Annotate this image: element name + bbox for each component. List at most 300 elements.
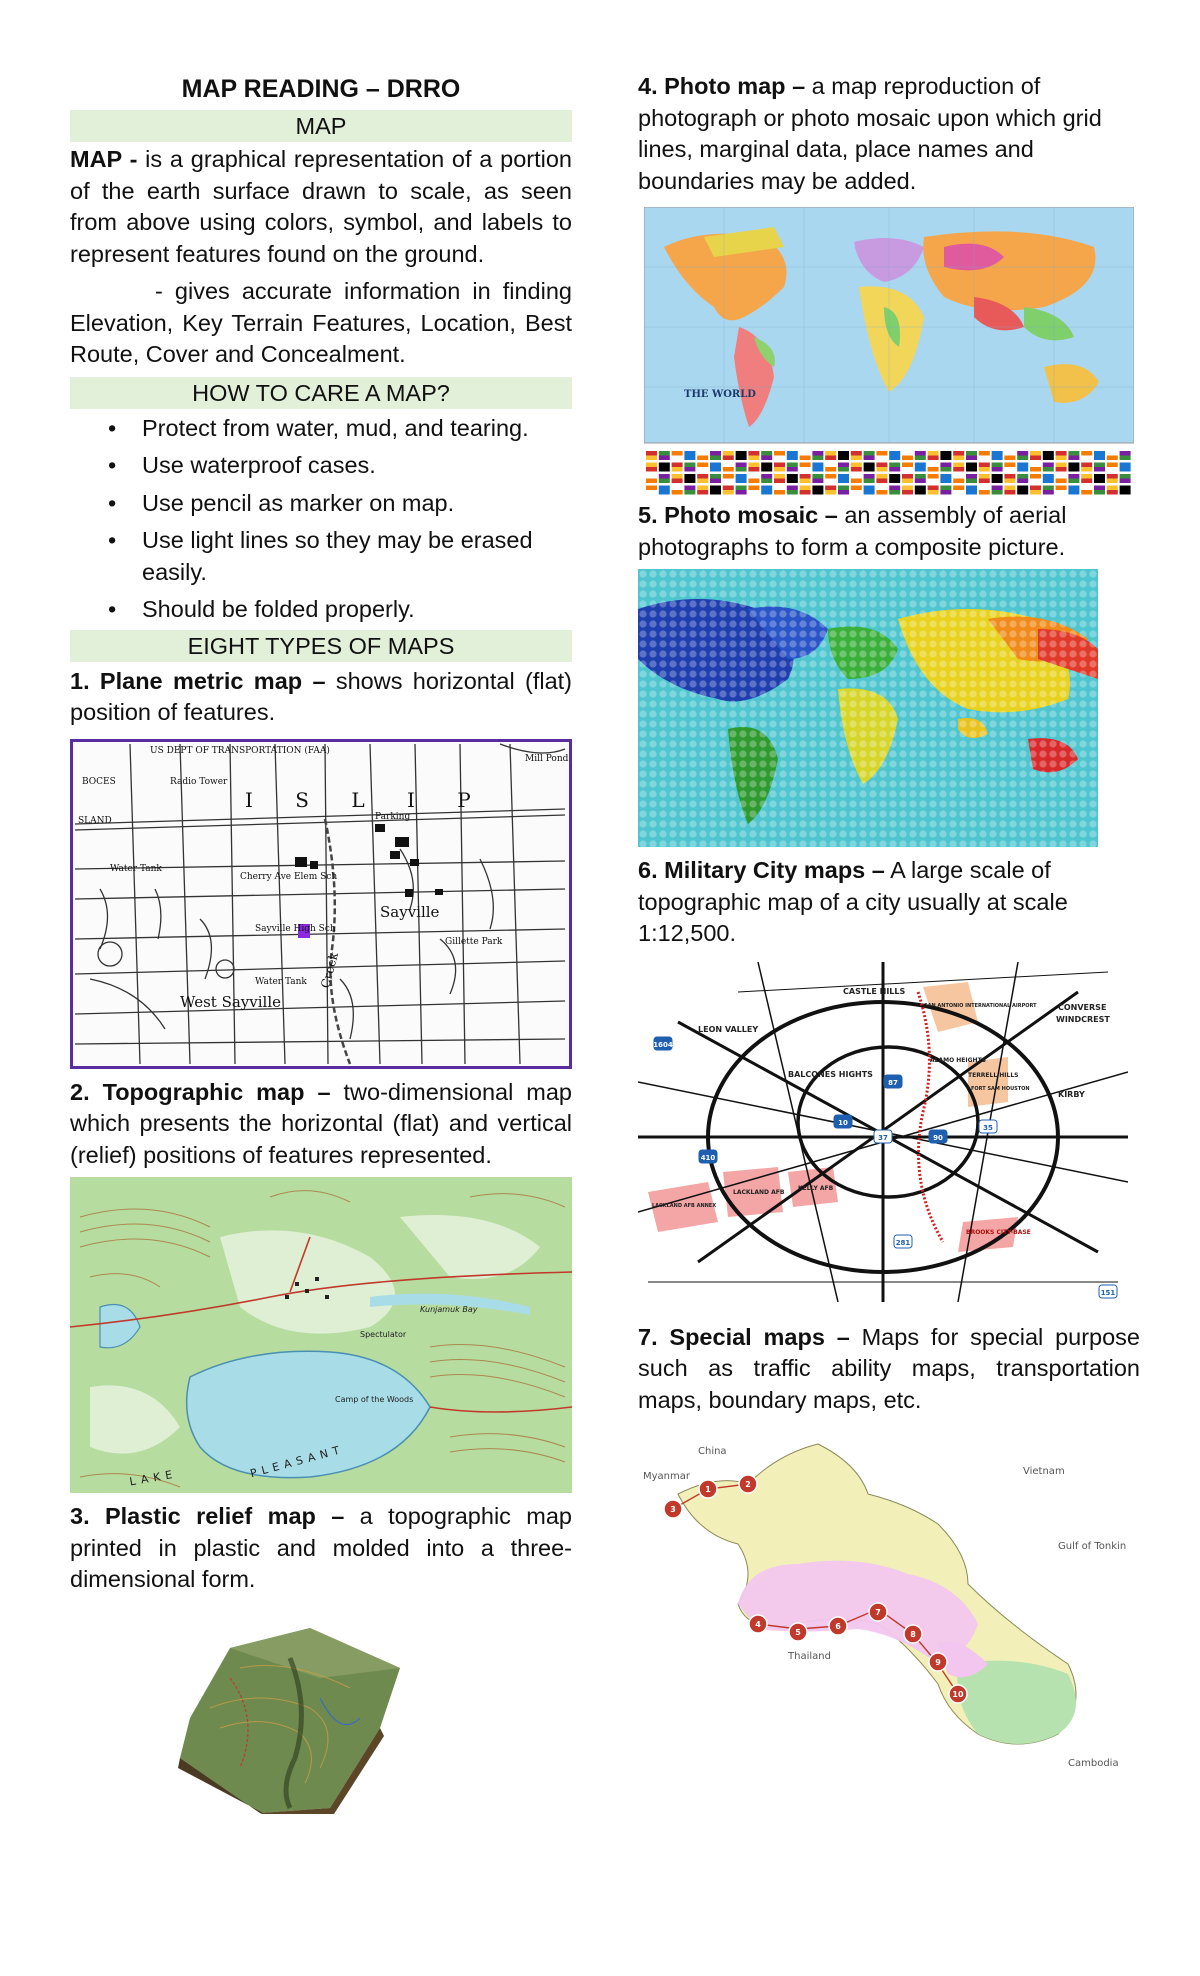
flag-swatch <box>889 486 900 491</box>
flag-swatch <box>646 486 657 491</box>
flag-swatch <box>672 467 683 472</box>
flag-swatch <box>838 474 849 479</box>
map-marker-number: 7 <box>875 1608 881 1617</box>
flag-swatch <box>1043 490 1054 495</box>
topo-label: Spectulator <box>360 1330 407 1339</box>
type-2-desc: two-dimensional map which presents the horizontal (flat) and vertical (relief) positions of features represented. <box>70 1078 573 1168</box>
flag-swatch <box>876 463 887 468</box>
flag-swatch <box>774 467 785 472</box>
flag-swatch <box>736 463 747 468</box>
section-band-types: EIGHT TYPES OF MAPS <box>70 630 572 662</box>
flag-swatch <box>902 456 913 461</box>
flag-swatch <box>1107 490 1118 495</box>
flag-swatch <box>1120 456 1131 461</box>
flag-swatch <box>748 467 759 472</box>
flag-swatch <box>902 463 913 468</box>
flag-swatch <box>1094 490 1105 495</box>
flag-swatch <box>979 479 990 484</box>
flag-swatch <box>659 456 670 461</box>
flag-swatch <box>889 463 900 468</box>
flag-swatch <box>723 479 734 484</box>
flag-swatch <box>915 486 926 491</box>
flag-swatch <box>748 474 759 479</box>
flag-swatch <box>710 456 721 461</box>
flag-swatch <box>659 490 670 495</box>
flag-swatch <box>736 490 747 495</box>
special-map-label: China <box>698 1446 727 1457</box>
flag-swatch <box>1017 467 1028 472</box>
flag-swatch <box>1068 456 1079 461</box>
flag-swatch <box>953 463 964 468</box>
flag-swatch <box>876 474 887 479</box>
flag-swatch <box>659 467 670 472</box>
flag-swatch <box>966 490 977 495</box>
map-marker-number: 9 <box>935 1658 941 1667</box>
flag-swatch <box>761 486 772 491</box>
flag-swatch <box>787 463 798 468</box>
list-item: • Should be folded properly. <box>70 594 572 626</box>
flag-swatch <box>672 490 683 495</box>
flag-swatch <box>1056 479 1067 484</box>
flag-swatch <box>851 486 862 491</box>
flag-swatch <box>1107 456 1118 461</box>
flag-swatch <box>723 456 734 461</box>
flag-swatch <box>979 456 990 461</box>
flag-swatch <box>710 474 721 479</box>
flag-swatch <box>915 456 926 461</box>
flag-swatch <box>684 456 695 461</box>
right-column <box>638 68 1140 1784</box>
flag-swatch <box>915 479 926 484</box>
flag-swatch <box>1004 474 1015 479</box>
planimetric-label: Gillette Park <box>445 936 503 947</box>
type-3 <box>70 1501 572 1596</box>
flag-swatch <box>851 479 862 484</box>
flag-swatch <box>979 463 990 468</box>
flag-swatch <box>812 479 823 484</box>
flag-swatch <box>825 474 836 479</box>
care-list <box>70 413 572 626</box>
flag-swatch <box>800 479 811 484</box>
flag-swatch <box>966 474 977 479</box>
flag-swatch <box>1120 467 1131 472</box>
flag-swatch <box>1068 451 1079 456</box>
flag-swatch <box>1107 463 1118 468</box>
type-5 <box>638 500 1140 563</box>
flag-swatch <box>1017 474 1028 479</box>
map-marker-number: 5 <box>795 1628 801 1637</box>
flag-swatch <box>710 479 721 484</box>
flag-swatch <box>992 451 1003 456</box>
flag-swatch <box>761 479 772 484</box>
flag-swatch <box>800 456 811 461</box>
city-label: SAN ANTONIO INTERNATIONAL AIRPORT <box>924 1002 1037 1009</box>
flag-swatch <box>1017 463 1028 468</box>
flag-swatch <box>800 467 811 472</box>
flag-swatch <box>966 456 977 461</box>
topographic-map-image <box>70 1177 572 1493</box>
planimetric-label: Water Tank <box>110 863 162 874</box>
map-marker-number: 2 <box>745 1480 751 1489</box>
flag-swatch <box>851 467 862 472</box>
flag-swatch <box>774 479 785 484</box>
planimetric-label: Parking <box>375 811 411 822</box>
route-number: 151 <box>1100 1288 1116 1297</box>
military-city-map-image <box>638 962 1140 1302</box>
flag-swatch <box>1107 451 1118 456</box>
map-info: - gives accurate information in finding Elevation, Key Terrain Features, Location, Best Route, Cover and Concealment. <box>70 278 572 367</box>
flag-swatch <box>774 486 785 491</box>
flag-swatch <box>915 467 926 472</box>
flag-swatch <box>992 467 1003 472</box>
type-7 <box>638 1322 1140 1417</box>
planimetric-label: Mill Pond <box>525 753 569 764</box>
flag-swatch <box>876 467 887 472</box>
flag-swatch <box>1056 486 1067 491</box>
flag-swatch <box>684 479 695 484</box>
flag-swatch <box>940 467 951 472</box>
route-number: 87 <box>888 1078 898 1087</box>
flag-strip <box>646 451 1131 495</box>
flag-swatch <box>761 467 772 472</box>
flag-swatch <box>876 490 887 495</box>
route-number: 90 <box>933 1133 943 1142</box>
type-4 <box>638 71 1140 197</box>
city-label: WINDCREST <box>1056 1014 1110 1024</box>
flag-swatch <box>697 451 708 456</box>
flag-swatch <box>1081 463 1092 468</box>
flag-swatch <box>1004 490 1015 495</box>
flag-swatch <box>889 467 900 472</box>
flag-swatch <box>864 479 875 484</box>
flag-swatch <box>1043 474 1054 479</box>
flag-swatch <box>812 451 823 456</box>
flag-swatch <box>864 456 875 461</box>
flag-swatch <box>1068 463 1079 468</box>
flag-swatch <box>761 463 772 468</box>
flag-swatch <box>748 479 759 484</box>
flag-swatch <box>915 451 926 456</box>
flag-swatch <box>672 451 683 456</box>
flag-swatch <box>1004 463 1015 468</box>
flag-swatch <box>800 486 811 491</box>
flag-swatch <box>851 490 862 495</box>
flag-swatch <box>864 451 875 456</box>
flag-swatch <box>710 451 721 456</box>
flag-swatch <box>736 474 747 479</box>
flag-swatch <box>787 486 798 491</box>
flag-swatch <box>864 474 875 479</box>
flag-swatch <box>953 467 964 472</box>
flag-swatch <box>710 463 721 468</box>
flag-swatch <box>876 486 887 491</box>
flag-swatch <box>1030 456 1041 461</box>
special-map-label: Cambodia <box>1068 1758 1119 1769</box>
flag-swatch <box>800 490 811 495</box>
special-map-label: Thailand <box>788 1651 831 1662</box>
flag-swatch <box>659 451 670 456</box>
map-marker-number: 4 <box>755 1620 761 1629</box>
flag-swatch <box>889 456 900 461</box>
flag-swatch <box>774 451 785 456</box>
flag-swatch <box>697 467 708 472</box>
flag-swatch <box>723 474 734 479</box>
flag-swatch <box>864 490 875 495</box>
type-3-term: 3. Plastic relief map <box>70 1503 316 1529</box>
flag-swatch <box>659 486 670 491</box>
flag-swatch <box>646 467 657 472</box>
flag-swatch <box>979 486 990 491</box>
flag-swatch <box>1030 479 1041 484</box>
flag-swatch <box>646 474 657 479</box>
city-label: ALAMO HEIGHTS <box>930 1056 986 1064</box>
flag-swatch <box>1017 451 1028 456</box>
flag-swatch <box>1056 467 1067 472</box>
flag-swatch <box>825 479 836 484</box>
flag-swatch <box>1043 463 1054 468</box>
type-1-desc: shows horizontal (flat) position of features. <box>70 667 572 725</box>
planimetric-label: Water Tank <box>255 976 307 987</box>
flag-swatch <box>659 474 670 479</box>
flag-swatch <box>1043 451 1054 456</box>
special-map-image <box>638 1434 1140 1784</box>
flag-swatch <box>736 486 747 491</box>
flag-swatch <box>1043 486 1054 491</box>
flag-swatch <box>1004 456 1015 461</box>
flag-swatch <box>1094 479 1105 484</box>
city-label: FORT SAM HOUSTON <box>971 1085 1030 1092</box>
flag-swatch <box>672 479 683 484</box>
flag-swatch <box>1094 456 1105 461</box>
flag-swatch <box>748 490 759 495</box>
flag-swatch <box>1056 456 1067 461</box>
flag-swatch <box>992 490 1003 495</box>
special-map-label: Vietnam <box>1023 1466 1065 1477</box>
list-item: • Use light lines so they may be erased easily. <box>70 525 572 588</box>
flag-swatch <box>812 467 823 472</box>
flag-swatch <box>851 451 862 456</box>
flag-swatch <box>838 451 849 456</box>
type-4-desc: a map reproduction of photograph or photo mosaic upon which grid lines, marginal data, place names and boundaries may be added. <box>638 73 1102 194</box>
map-marker-number: 10 <box>952 1690 964 1699</box>
flag-swatch <box>928 451 939 456</box>
flag-swatch <box>1120 463 1131 468</box>
flag-swatch <box>697 490 708 495</box>
flag-swatch <box>992 479 1003 484</box>
list-item: • Use pencil as marker on map. <box>70 488 572 520</box>
planimetric-label: Creek <box>318 950 342 990</box>
city-label: CASTLE HILLS <box>843 986 906 996</box>
flag-swatch <box>1120 451 1131 456</box>
topo-label: PLEASANT <box>248 1442 346 1481</box>
flag-swatch <box>1030 490 1041 495</box>
flag-swatch <box>1004 486 1015 491</box>
type-3-desc: a topographic map printed in plastic and molded into a three-dimensional form. <box>70 1503 572 1592</box>
planimetric-label: Cherry Ave Elem Sch <box>240 871 338 882</box>
type-6 <box>638 855 1140 950</box>
planimetric-label: BOCES <box>82 776 116 787</box>
type-6-dash: – <box>865 857 885 883</box>
flag-swatch <box>1107 486 1118 491</box>
flag-swatch <box>697 456 708 461</box>
flag-swatch <box>787 474 798 479</box>
flag-swatch <box>1017 486 1028 491</box>
flag-swatch <box>889 451 900 456</box>
flag-swatch <box>928 490 939 495</box>
flag-swatch <box>723 451 734 456</box>
flag-swatch <box>966 463 977 468</box>
flag-swatch <box>684 490 695 495</box>
flag-swatch <box>1030 451 1041 456</box>
flag-swatch <box>1120 479 1131 484</box>
flag-swatch <box>940 490 951 495</box>
type-5-desc: an assembly of aerial photographs to form a composite picture. <box>638 502 1067 560</box>
flag-swatch <box>915 490 926 495</box>
flag-swatch <box>672 456 683 461</box>
flag-swatch <box>812 456 823 461</box>
type-7-desc: Maps for special purpose such as traffic ability maps, transportation maps, boundary maps, etc. <box>638 1323 1140 1413</box>
flag-swatch <box>940 451 951 456</box>
flag-swatch <box>825 451 836 456</box>
flag-swatch <box>646 451 657 456</box>
plastic-relief-image <box>170 1618 572 1814</box>
flag-swatch <box>812 463 823 468</box>
flag-swatch <box>774 490 785 495</box>
list-item: • Protect from water, mud, and tearing. <box>70 413 572 445</box>
flag-swatch <box>1068 479 1079 484</box>
map-marker-number: 1 <box>705 1485 711 1494</box>
flag-swatch <box>876 479 887 484</box>
route-number: 37 <box>878 1133 888 1142</box>
flag-swatch <box>940 486 951 491</box>
topo-label: Camp of the Woods <box>335 1395 414 1404</box>
planimetric-label: West Sayville <box>180 992 282 1011</box>
type-2-term: 2. Topographic map <box>70 1078 305 1105</box>
flag-swatch <box>1056 451 1067 456</box>
planimetric-label: Sayville High Sch <box>255 923 336 934</box>
flag-swatch <box>812 486 823 491</box>
flag-swatch <box>838 463 849 468</box>
flag-swatch <box>992 486 1003 491</box>
flag-swatch <box>979 451 990 456</box>
topo-label: Kunjamuk Bay <box>420 1305 478 1314</box>
map-marker-number: 8 <box>910 1630 916 1639</box>
flag-swatch <box>761 456 772 461</box>
city-label: BALCONES HIGHTS <box>788 1069 873 1079</box>
flag-swatch <box>902 467 913 472</box>
flag-swatch <box>761 490 772 495</box>
flag-swatch <box>800 463 811 468</box>
flag-swatch <box>697 474 708 479</box>
flag-swatch <box>1068 490 1079 495</box>
flag-swatch <box>1068 474 1079 479</box>
flag-swatch <box>838 479 849 484</box>
flag-swatch <box>787 456 798 461</box>
type-2-dash: – <box>304 1078 331 1105</box>
flag-swatch <box>1068 467 1079 472</box>
flag-swatch <box>1081 486 1092 491</box>
flag-swatch <box>1107 467 1118 472</box>
flag-swatch <box>646 463 657 468</box>
flag-swatch <box>940 456 951 461</box>
type-5-dash: – <box>818 502 838 528</box>
flag-swatch <box>979 474 990 479</box>
world-map-title: THE WORLD <box>684 389 756 400</box>
route-number: 410 <box>700 1153 716 1162</box>
flag-swatch <box>1004 479 1015 484</box>
list-item: • Use waterproof cases. <box>70 450 572 482</box>
flag-swatch <box>928 486 939 491</box>
flag-swatch <box>672 463 683 468</box>
city-label: CONVERSE <box>1058 1002 1107 1012</box>
flag-swatch <box>1094 474 1105 479</box>
flag-swatch <box>1068 486 1079 491</box>
flag-swatch <box>953 456 964 461</box>
flag-swatch <box>1081 451 1092 456</box>
flag-swatch <box>1107 474 1118 479</box>
planimetric-label: US DEPT OF TRANSPORTATION (FAA) <box>150 745 330 756</box>
map-definition <box>70 144 572 270</box>
special-map-label: Gulf of Tonkin <box>1058 1541 1127 1552</box>
flag-swatch <box>928 474 939 479</box>
planimetric-label: I S L I P <box>245 787 489 812</box>
flag-swatch <box>851 456 862 461</box>
flag-swatch <box>1056 474 1067 479</box>
flag-swatch <box>966 479 977 484</box>
flag-swatch <box>761 474 772 479</box>
flag-swatch <box>1030 467 1041 472</box>
type-1 <box>70 666 572 729</box>
city-label: LACKLAND AFB <box>733 1188 785 1196</box>
section-band-map: MAP <box>70 110 572 142</box>
flag-swatch <box>1081 467 1092 472</box>
flag-swatch <box>953 490 964 495</box>
flag-swatch <box>825 467 836 472</box>
flag-swatch <box>953 474 964 479</box>
topo-label: LAKE <box>128 1467 179 1489</box>
flag-swatch <box>838 490 849 495</box>
flag-swatch <box>979 490 990 495</box>
flag-swatch <box>787 451 798 456</box>
flag-swatch <box>1056 490 1067 495</box>
route-number: 1604 <box>653 1040 673 1049</box>
flag-swatch <box>940 474 951 479</box>
flag-swatch <box>902 486 913 491</box>
flag-swatch <box>1081 479 1092 484</box>
flag-swatch <box>864 486 875 491</box>
flag-swatch <box>953 486 964 491</box>
special-map-label: Myanmar <box>643 1471 690 1482</box>
page-title: MAP READING – DRRO <box>181 75 461 103</box>
photo-mosaic-image <box>638 569 1140 847</box>
flag-swatch <box>902 474 913 479</box>
flag-swatch <box>1120 474 1131 479</box>
flag-swatch <box>1043 479 1054 484</box>
flag-swatch <box>684 474 695 479</box>
flag-swatch <box>851 474 862 479</box>
planimetric-label: Radio Tower <box>170 776 228 787</box>
city-label: BROOKS CITY-BASE <box>966 1228 1031 1236</box>
flag-swatch <box>1081 490 1092 495</box>
flag-swatch <box>876 456 887 461</box>
type-7-term: 7. Special maps <box>638 1323 825 1350</box>
flag-swatch <box>825 463 836 468</box>
flag-swatch <box>1043 467 1054 472</box>
flag-swatch <box>864 467 875 472</box>
planimetric-map-image <box>70 739 572 1069</box>
flag-swatch <box>723 463 734 468</box>
flag-swatch <box>1081 456 1092 461</box>
